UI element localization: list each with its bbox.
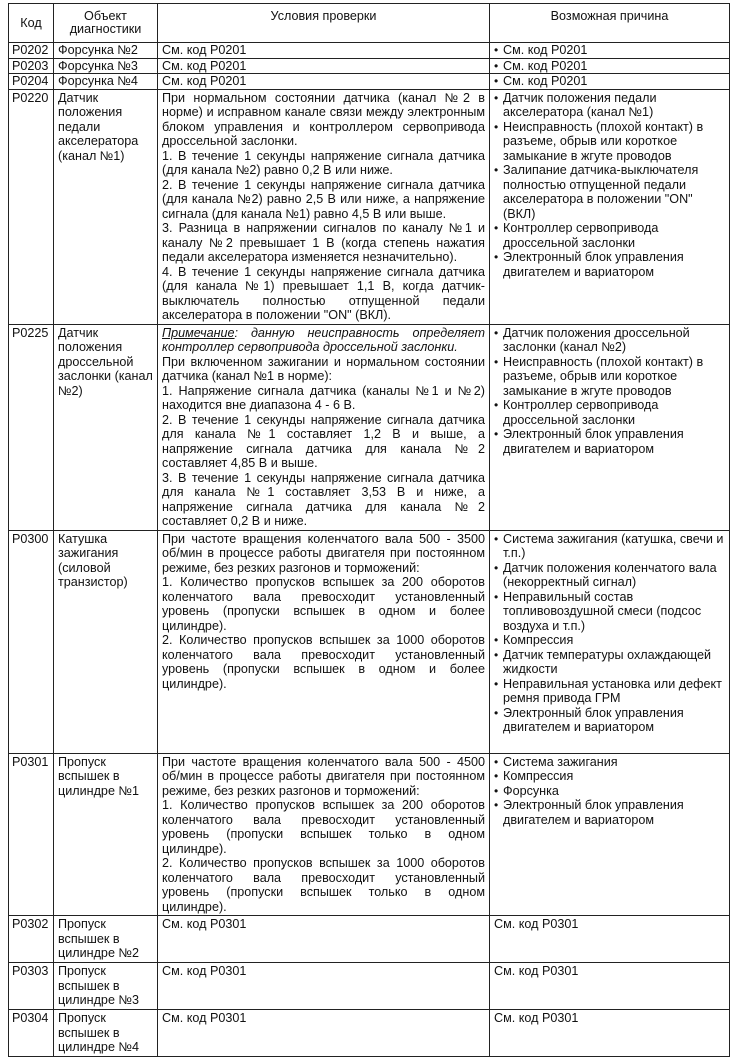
row-conditions xyxy=(158,963,490,1010)
row-causes xyxy=(490,89,730,324)
row-object: Датчик положения педали акселератора (канал №1) xyxy=(54,89,158,324)
row-causes: См. код P0301 xyxy=(490,963,730,1010)
table-row xyxy=(9,43,730,59)
row-object: Форсунка №3 xyxy=(54,58,158,74)
condition-text: См. код P0201 xyxy=(162,58,247,73)
row-code: P0301 xyxy=(9,753,54,916)
condition-text: 2. В течение 1 секунды напряжение сигнала датчика (для канала №2) равно 2,5 В или ниже, а напряжение сигнала (для канала №1) равно 4,5 В или выше. xyxy=(162,177,485,221)
table-row xyxy=(9,530,730,753)
cause-item: • Электронный блок управления двигателем и вариатором xyxy=(494,706,725,735)
note-label: Примечание xyxy=(162,325,235,340)
row-object: Пропуск вспышек в цилиндре №3 xyxy=(54,963,158,1010)
row-causes xyxy=(490,530,730,753)
condition-text: 1. Количество пропусков вспышек за 200 оборотов коленчатого вала превосходит установленный уровень (пропуски вспышек в одном и более цилиндре). xyxy=(162,575,485,633)
row-conditions xyxy=(158,753,490,916)
row-conditions xyxy=(158,324,490,530)
cause-item: • Контроллер сервопривода дроссельной заслонки xyxy=(494,398,725,427)
condition-note xyxy=(162,326,485,355)
row-object: Пропуск вспышек в цилиндре №2 xyxy=(54,916,158,963)
row-causes xyxy=(490,58,730,74)
row-code: P0303 xyxy=(9,963,54,1010)
cause-item: • Неправильный состав топливовоздушной смеси (подсос воздуха и т.п.) xyxy=(494,590,725,634)
row-object: Форсунка №2 xyxy=(54,43,158,59)
condition-text: При частоте вращения коленчатого вала 500 - 4500 об/мин в процессе работы двигателя при постоянном режиме, без резких разгонов и торможений: xyxy=(162,754,485,798)
header-code: Код xyxy=(9,4,54,43)
row-causes xyxy=(490,324,730,530)
cause-item: • См. код P0201 xyxy=(494,59,725,74)
table-header-row xyxy=(9,4,730,43)
row-code: P0300 xyxy=(9,530,54,753)
cause-item: • Неправильная установка или дефект ремня привода ГРМ xyxy=(494,677,725,706)
row-object: Пропуск вспышек в цилиндре №4 xyxy=(54,1010,158,1057)
row-code: P0225 xyxy=(9,324,54,530)
row-conditions xyxy=(158,43,490,59)
table-row xyxy=(9,1010,730,1057)
condition-text: 2. В течение 1 секунды напряжение сигнала датчика для канала №1 составляет 1,2 В и выше, а напряжение сигнала датчика для канала №2 составляет 4,85 В и выше. xyxy=(162,412,485,470)
cause-item: • См. код P0201 xyxy=(494,74,725,89)
row-causes xyxy=(490,74,730,90)
cause-item: • Датчик температуры охлаждающей жидкости xyxy=(494,648,725,677)
condition-text: 3. Разница в напряжении сигналов по каналу №1 и каналу №2 превышает 1 В (когда степень нажатия педали акселератора изменяется незначительно). xyxy=(162,221,485,264)
cause-item: • Компрессия xyxy=(494,769,725,784)
header-object: Объект диагностики xyxy=(54,4,158,43)
table-row xyxy=(9,74,730,90)
cause-item: • Система зажигания (катушка, свечи и т.п.) xyxy=(494,532,725,561)
row-conditions xyxy=(158,916,490,963)
condition-text: См. код P0301 xyxy=(162,964,247,978)
condition-text: См. код P0201 xyxy=(162,74,247,88)
row-causes: См. код P0301 xyxy=(490,916,730,963)
cause-item: • Датчик положения педали акселератора (канал №1) xyxy=(494,91,725,120)
row-code: P0302 xyxy=(9,916,54,963)
condition-text: 1. В течение 1 секунды напряжение сигнала датчика (для канала №2) равно 0,2 В или ниже. xyxy=(162,148,485,177)
condition-text: См. код P0301 xyxy=(162,917,247,931)
row-conditions xyxy=(158,74,490,90)
condition-text: См. код P0201 xyxy=(162,43,247,57)
table-row xyxy=(9,916,730,963)
condition-text: При частоте вращения коленчатого вала 500 - 3500 об/мин в процессе работы двигателя при постоянном режиме, без резких разгонов и торможений: xyxy=(162,531,485,575)
cause-item: • Датчик положения дроссельной заслонки (канал №2) xyxy=(494,326,725,355)
row-causes: См. код P0301 xyxy=(490,1010,730,1057)
condition-text: 1. Напряжение сигнала датчика (каналы №1 и №2) находится вне диапазона 4 - 6 В. xyxy=(162,383,485,412)
cause-item: • Неисправность (плохой контакт) в разъеме, обрыв или короткое замыкание в жгуте проводов xyxy=(494,120,725,164)
condition-text: При включенном зажигании и нормальном состоянии датчика (канал №1 в норме): xyxy=(162,354,485,383)
row-code: P0220 xyxy=(9,89,54,324)
condition-text: 4. В течение 1 секунды напряжение сигнала датчика (для канала №1) превышает 1,1 В, когда датчик-выключатель полностью отпущенной педали акселератора в положении "ON" (ВКЛ). xyxy=(162,264,485,322)
condition-text: 2. Количество пропусков вспышек за 1000 оборотов коленчатого вала превосходит установленный уровень (пропуски вспышек только в одном цилиндре). xyxy=(162,856,485,914)
row-causes xyxy=(490,753,730,916)
row-object: Форсунка №4 xyxy=(54,74,158,90)
table-row xyxy=(9,963,730,1010)
cause-item: • См. код P0201 xyxy=(494,43,725,58)
cause-item: • Датчик положения коленчатого вала (некорректный сигнал) xyxy=(494,561,725,590)
row-object: Пропуск вспышек в цилиндре №1 xyxy=(54,753,158,916)
diagnostic-codes-table xyxy=(8,3,730,1057)
row-conditions xyxy=(158,530,490,753)
row-code: P0203 xyxy=(9,58,54,74)
condition-text: См. код P0301 xyxy=(162,1011,247,1025)
row-causes xyxy=(490,43,730,59)
cause-item: • Система зажигания xyxy=(494,755,725,770)
cause-item: • Электронный блок управления двигателем и вариатором xyxy=(494,798,725,827)
row-object: Датчик положения дроссельной заслонки (канал №2) xyxy=(54,324,158,530)
row-code: P0304 xyxy=(9,1010,54,1057)
cause-item: • Контроллер сервопривода дроссельной заслонки xyxy=(494,221,725,250)
row-conditions xyxy=(158,89,490,324)
cause-item: • Компрессия xyxy=(494,633,725,648)
row-object: Катушка зажигания (силовой транзистор) xyxy=(54,530,158,753)
header-conditions: Условия проверки xyxy=(158,4,490,43)
row-conditions xyxy=(158,58,490,74)
header-cause: Возможная причина xyxy=(490,4,730,43)
condition-text: 3. В течение 1 секунды напряжение сигнала датчика для канала №1 составляет 3,53 В и ниже, а напряжение сигнала датчика для канала №2 составляет 0,2 В и ниже. xyxy=(162,470,485,528)
condition-text: 2. Количество пропусков вспышек за 1000 оборотов коленчатого вала превосходит установленный уровень (пропуски вспышек в одном и более цилиндре). xyxy=(162,633,485,691)
row-conditions xyxy=(158,1010,490,1057)
table-row xyxy=(9,89,730,324)
row-code: P0204 xyxy=(9,74,54,90)
table-row xyxy=(9,324,730,530)
row-code: P0202 xyxy=(9,43,54,59)
table-row xyxy=(9,58,730,74)
condition-text: 1. Количество пропусков вспышек за 200 оборотов коленчатого вала превосходит установленный уровень (пропуски вспышек только в одном цилиндре). xyxy=(162,798,485,856)
cause-item: • Электронный блок управления двигателем и вариатором xyxy=(494,250,725,279)
cause-item: • Неисправность (плохой контакт) в разъеме, обрыв или короткое замыкание в жгуте проводов xyxy=(494,355,725,399)
cause-item: • Залипание датчика-выключателя полностью отпущенной педали акселератора в положении "ON" (ВКЛ) xyxy=(494,163,725,221)
cause-item: • Форсунка xyxy=(494,784,725,799)
note-text: : данную неисправность определяет контроллер сервопривода дроссельной заслонки. xyxy=(162,325,485,354)
cause-item: • Электронный блок управления двигателем и вариатором xyxy=(494,427,725,456)
condition-text: При нормальном состоянии датчика (канал №2 в норме) и исправном канале связи между электронным блоком управления и контроллером сервопривода дроссельной заслонки. xyxy=(162,90,485,148)
table-row xyxy=(9,753,730,916)
